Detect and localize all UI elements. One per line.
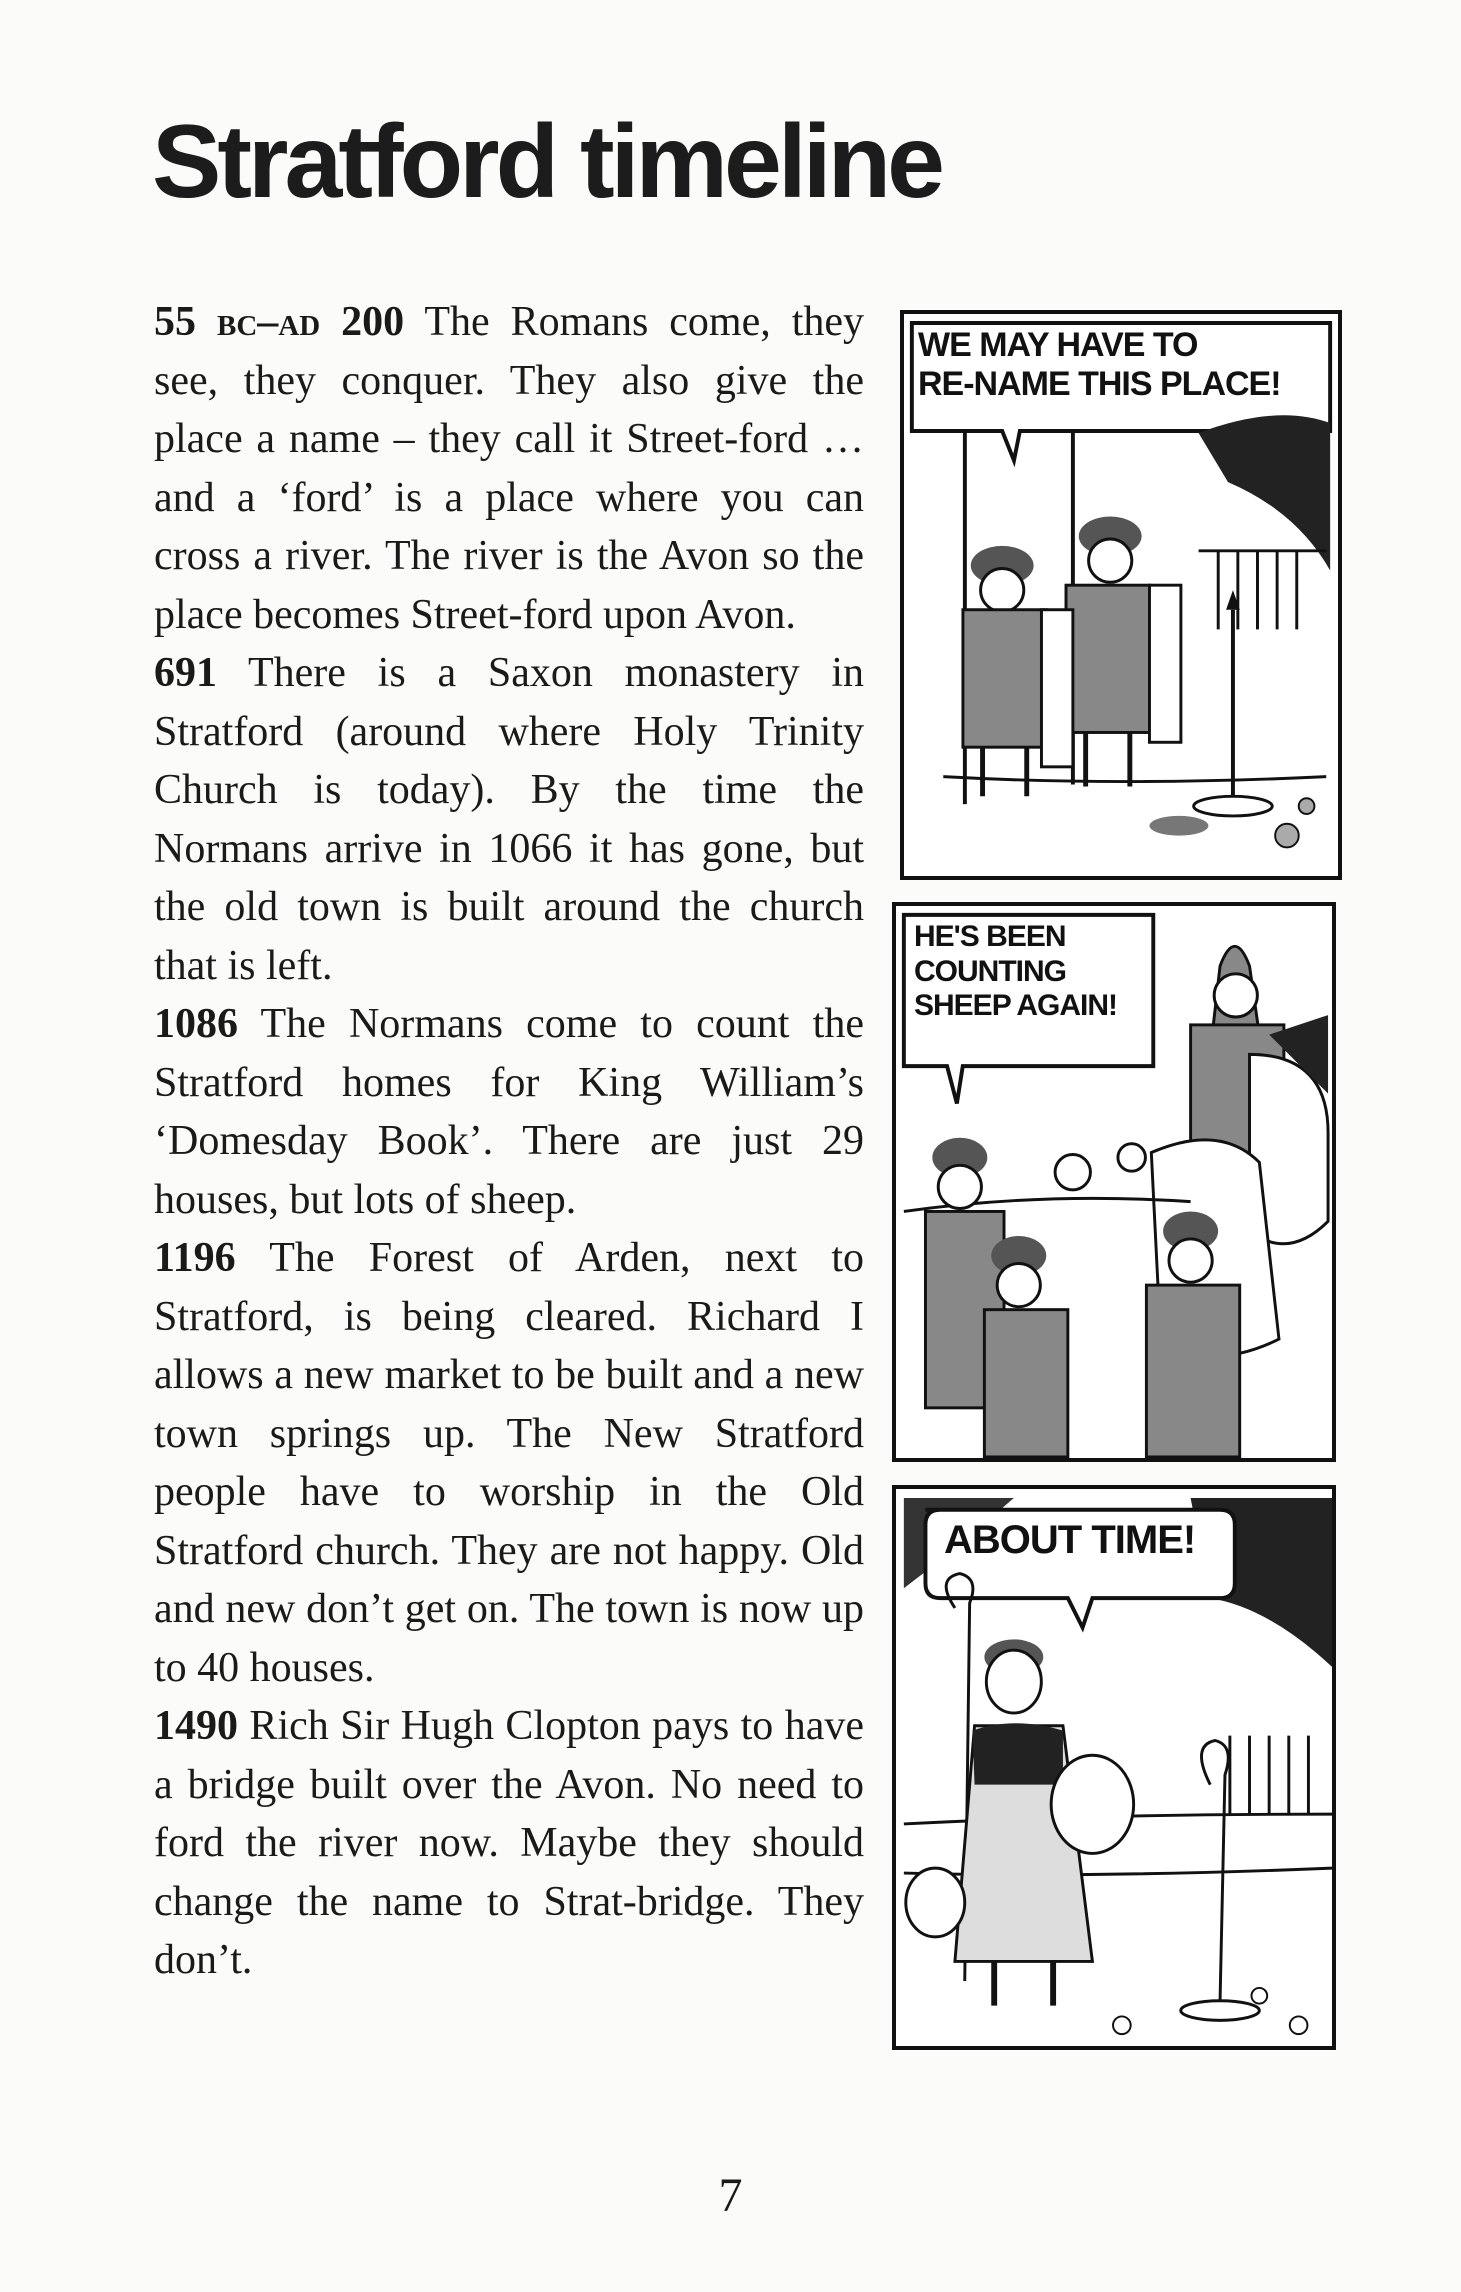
entry-text: Rich Sir Hugh Clopton pays to have a bridge built over the Avon. No need to ford the river now. Maybe they should change the name to Strat-bridge. They don’t. <box>154 1703 864 1983</box>
entry-text: The Romans come, they see, they conquer. They also give the place a name – they call it Street-ford … and a ‘ford’ is a place where you can cross a river. The river is the Avon so the place becomes Street-ford upon Avon. <box>154 299 865 638</box>
speech-bubble <box>918 326 1338 404</box>
entry-year: 1196 <box>154 1235 236 1281</box>
timeline-entry-romans <box>154 293 864 644</box>
entry-year: 1086 <box>154 1001 238 1047</box>
shepherd-illustration <box>896 1489 1332 2046</box>
entry-text: There is a Saxon monastery in Stratford (around where Holy Trinity Church is today). By the time the Normans arrive in 1066 it has gone, but the old town is built around the church that is left. <box>154 650 864 989</box>
entry-year: 691 <box>154 650 217 696</box>
speech-line: HE'S BEEN <box>914 920 1066 953</box>
speech-line: COUNTING <box>914 954 1066 988</box>
timeline-entry-1086 <box>154 995 864 1229</box>
entry-text: The Normans come to count the Stratford homes for King William’s ‘Domesday Book’. There are just 29 houses, but lots of sheep. <box>154 1001 864 1223</box>
speech-bubble <box>914 920 1144 1024</box>
entry-era-ad: ad <box>278 299 321 345</box>
speech-line: WE MAY HAVE TO <box>918 326 1198 364</box>
entry-text: The Forest of Arden, next to Stratford, is being cleared. Richard I allows a new market to be built and a new town springs up. The New Stratford people have to worship in the Old Stratford church. They are not happy. Old and new don’t get on. The town is now up to 40 houses. <box>154 1235 864 1691</box>
entry-year-end: 200 <box>320 299 405 345</box>
entry-year: 1490 <box>154 1703 238 1749</box>
page-title: Stratford timeline <box>152 104 941 220</box>
cartoon-panel-shepherd <box>892 1485 1336 2050</box>
cartoon-panel-romans <box>900 310 1342 880</box>
speech-line: RE-NAME THIS PLACE! <box>918 365 1281 404</box>
entry-year: 55 <box>154 299 217 345</box>
speech-bubble <box>944 1517 1244 1563</box>
timeline-entry-1490 <box>154 1697 864 1990</box>
timeline-text <box>154 293 864 1990</box>
speech-line: ABOUT TIME! <box>944 1518 1196 1562</box>
cartoon-panel-normans <box>892 902 1336 1462</box>
entry-era-bc: bc <box>216 299 258 345</box>
page-number: 7 <box>718 2169 743 2222</box>
entry-dash: – <box>257 299 279 345</box>
timeline-entry-691 <box>154 644 864 995</box>
timeline-entry-1196 <box>154 1229 864 1697</box>
speech-line: SHEEP AGAIN! <box>914 989 1118 1022</box>
